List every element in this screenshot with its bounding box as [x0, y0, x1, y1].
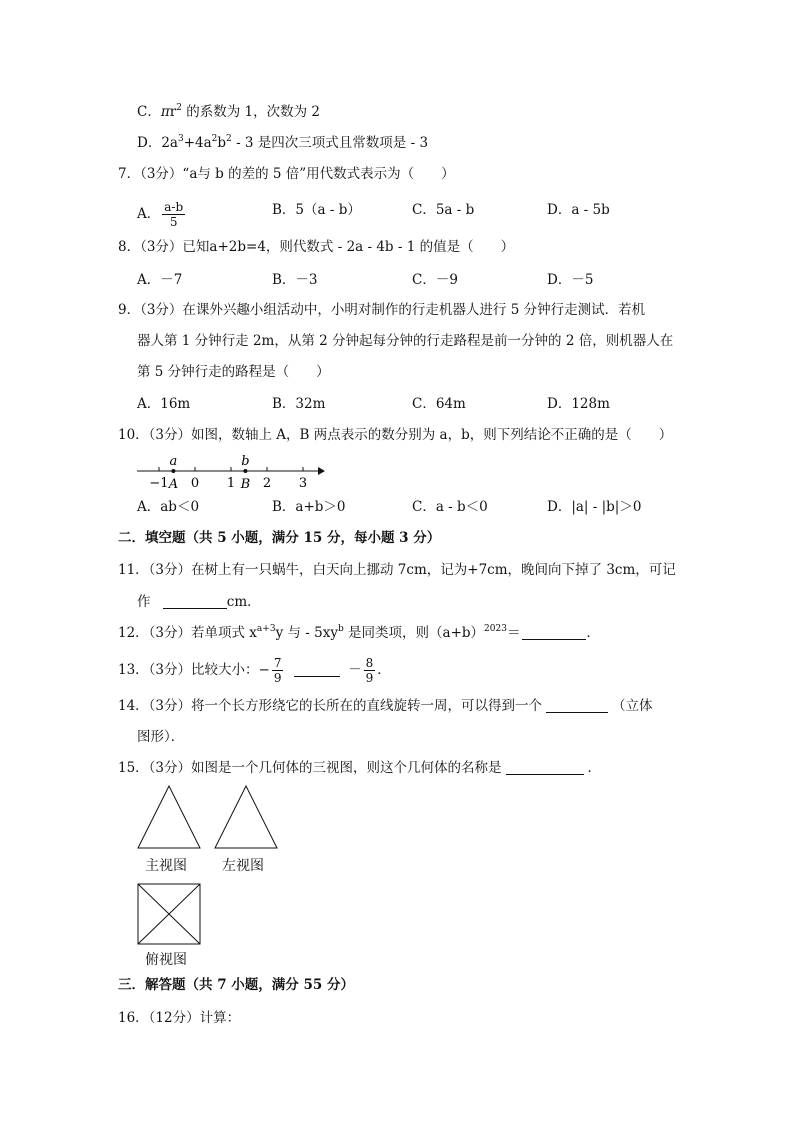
q9-option-a: A．16m — [137, 396, 191, 412]
q8-option-d: D．－5 — [547, 272, 594, 288]
q9-line-2: 器人第 1 分钟行走 2m，从第 2 分钟起每分钟的行走路程是前一分钟的 2 倍，则机器人在 — [137, 333, 674, 349]
front-view-label: 主视图 — [145, 858, 187, 874]
q8-option-a: A．－7 — [137, 272, 183, 288]
q15-answer-blank[interactable] — [506, 760, 584, 775]
top-view-square — [136, 882, 202, 946]
number-line-point-a-name-label: A — [168, 477, 179, 492]
number-line-point-a-value-label: a — [169, 454, 178, 469]
number-line-figure — [135, 450, 330, 492]
q9-option-c: C．64m — [412, 396, 466, 412]
q11-line-2: 作 cm． — [137, 594, 261, 610]
number-line-tick-label: 0 — [190, 476, 200, 491]
number-line-point-b-name-label: B — [240, 477, 251, 492]
front-view-triangle — [136, 784, 202, 850]
q8-option-b: B．－3 — [272, 272, 318, 288]
q6-option-d: D．$2a^3+4a^2b^2 - 3$ 是四次三项式且常数项是 - 3 — [137, 134, 429, 151]
q12-stem: 12．（3分）若单项式 $x^{a+3}y$ 与 - $5xy^b$ 是同类项，则$(a+b)^{2023}=$ ． — [118, 624, 600, 641]
number-line-tick-label: 1 — [226, 476, 236, 491]
number-line-tick-label: −1 — [149, 476, 169, 491]
q7-fraction: $\frac{a-b}{5}$ — [164, 200, 184, 229]
number-line-point-b — [243, 469, 247, 473]
q11-line-1: 11．（3分）在树上有一只蜗牛，白天向上挪动 7cm，记为+7cm，晚间向下掉了 3cm，可记 — [118, 562, 676, 578]
fraction-8-9: $\frac{8}{9}$ — [365, 656, 374, 685]
q7-stem: 7．（3分）“a与 b 的差的 5 倍”用代数式表示为（ ） — [118, 166, 455, 182]
q14-answer-blank[interactable] — [546, 698, 608, 713]
q7-option-c: C．5a - b — [412, 202, 475, 218]
q14-line-2: 图形）． — [137, 729, 185, 745]
number-line-arrow — [318, 467, 325, 475]
top-view-label: 俯视图 — [145, 952, 187, 968]
q16-stem: 16．（12分）计算： — [118, 1010, 241, 1026]
q9-line-3: 第 5 分钟行走的路程是（ ） — [137, 364, 330, 380]
q14-line-1: 14．（3分）将一个长方形绕它的长所在的直线旋转一周，可以得到一个 （立体 — [118, 698, 653, 714]
section-2-heading: 二．填空题（共 5 小题，满分 15 分，每小题 3 分） — [118, 530, 441, 546]
q7-option-b: B．5（a - b） — [272, 202, 361, 218]
q15-stem: 15．（3分）如图是一个几何体的三视图，则这个几何体的名称是 ． — [118, 760, 602, 776]
q7-option-d: D．a - 5b — [547, 202, 610, 218]
left-view-label: 左视图 — [222, 858, 264, 874]
number-line-point-b-value-label: b — [241, 454, 250, 469]
q10-option-b: B．a+b＞0 — [272, 499, 346, 515]
q9-option-d: D．128m — [547, 396, 610, 412]
left-view-triangle — [213, 784, 279, 850]
q10-option-d: D．|a| - |b|＞0 — [547, 499, 642, 515]
q13-stem: 13．（3分）比较大小：− $\frac{7}{9}$ － $\frac{8}{9}$ ． — [118, 656, 391, 685]
section-3-heading: 三．解答题（共 7 小题，满分 55 分） — [118, 977, 354, 993]
number-line-tick-label: 3 — [298, 476, 308, 491]
number-line-point-a — [171, 469, 175, 473]
q10-option-c: C．a - b＜0 — [412, 499, 488, 515]
q10-stem: 10．（3分）如图，数轴上 A，B 两点表示的数分别为 a，b，则下列结论不正确的是（ ） — [118, 427, 673, 443]
q9-option-b: B．32m — [272, 396, 326, 412]
number-line-points — [168, 454, 250, 492]
q12-answer-blank[interactable] — [522, 625, 586, 640]
q8-stem: 8．（3分）已知a+2b=4，则代数式 - 2a - 4b - 1 的值是（ ） — [118, 239, 515, 255]
q9-line-1: 9．（3分）在课外兴趣小组活动中，小明对制作的行走机器人进行 5 分钟行走测试．若机 — [118, 302, 646, 318]
q10-option-a: A．ab＜0 — [137, 499, 200, 515]
q7-option-a: A． $\frac{a-b}{5}$ — [137, 200, 184, 229]
number-line-tick-label: 2 — [262, 476, 272, 491]
fraction-7-9: $\frac{7}{9}$ — [273, 656, 282, 685]
q11-answer-blank[interactable] — [163, 594, 227, 609]
q13-answer-blank[interactable] — [294, 662, 340, 677]
q8-option-c: C．－9 — [412, 272, 458, 288]
q6-option-c: C．$\pi r^2$ 的系数为 1，次数为 2 — [137, 103, 320, 120]
